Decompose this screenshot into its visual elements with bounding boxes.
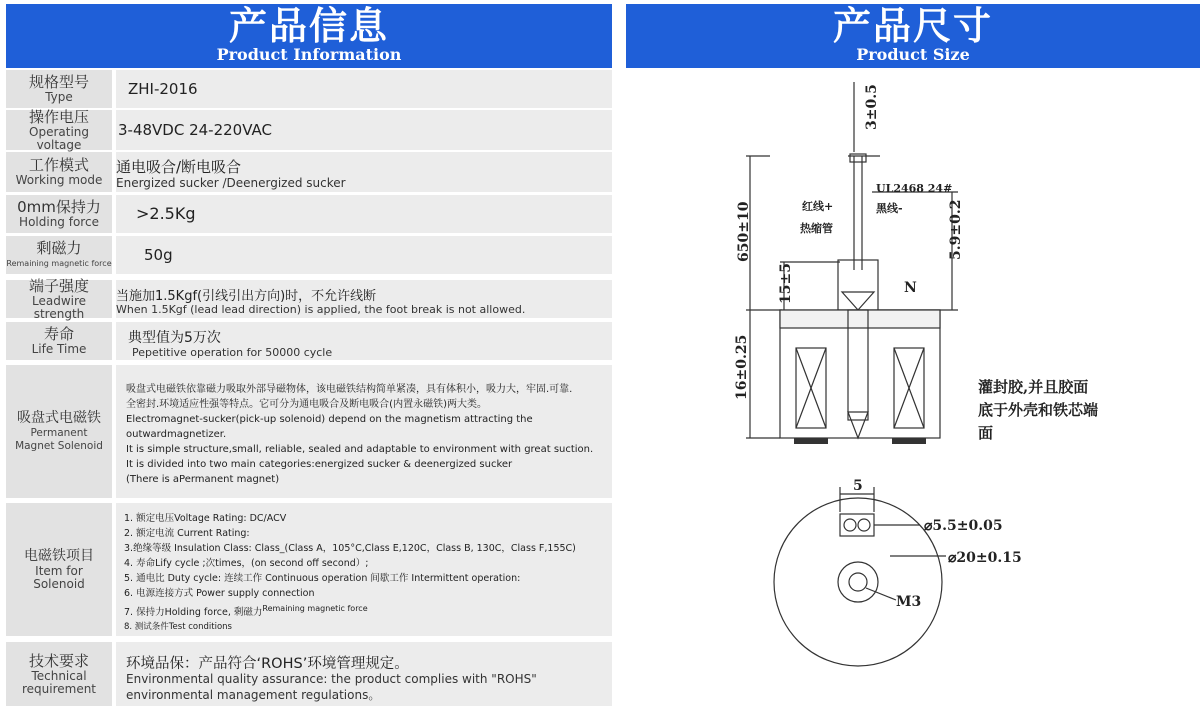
dim-59: 5.9±0.2: [948, 199, 964, 260]
label-en: Life Time: [31, 342, 87, 356]
mode-value-en: Energized sucker /Deenergized sucker: [116, 176, 346, 190]
row-value: [116, 195, 612, 233]
item-line: 1. 额定电压Voltage Rating: DC/ACV: [124, 513, 287, 524]
drawing-svg: [690, 82, 1116, 676]
dimension-drawing: [690, 82, 1116, 676]
row-label: [6, 276, 112, 321]
item-line: 4. 寿命Lify cycle ;次times，(on second off second）;: [124, 558, 369, 569]
dim-5: 5: [853, 478, 863, 494]
row-label: [6, 107, 112, 152]
label-zh: 端子强度: [28, 276, 89, 295]
lead-value-zh: 当施加1.5Kgf(引线引出方向)时，不允许线断: [116, 289, 377, 304]
mode-value-zh: 通电吸合/断电吸合: [116, 158, 242, 176]
label-zh: 工作模式: [28, 156, 89, 174]
row-label: [6, 195, 112, 233]
label-en: Working mode: [15, 173, 103, 187]
label-zh: 电磁铁项目: [24, 548, 94, 564]
row-value: [116, 70, 612, 108]
label-en: Remaining magnetic force: [6, 259, 112, 268]
item-line: 5. 通电比 Duty cycle: 连续工作 Continuous operation 间歇工作 Intermittent operation:: [124, 573, 521, 584]
heat-shrink-label: 热缩管: [800, 222, 833, 235]
label-n: N: [904, 280, 917, 296]
label-zh: 技术要求: [28, 651, 89, 670]
dim-15: 15±5: [778, 263, 794, 304]
row-value: [116, 280, 612, 318]
row-value: [116, 236, 612, 274]
label-zh: 规格型号: [28, 73, 89, 91]
row-value: [116, 152, 612, 192]
life-value-zh: 典型值为5万次: [128, 330, 221, 346]
row-value: [116, 642, 612, 706]
label-en: Permanent Magnet Solenoid: [15, 427, 103, 452]
row-solenoid-items: [6, 503, 612, 636]
item-superscript: Remaining magnetic force: [262, 604, 368, 613]
holding-value: >2.5Kg: [136, 204, 196, 223]
type-value: ZHI-2016: [128, 80, 198, 98]
description-block: [126, 382, 612, 487]
items-block: [124, 511, 576, 635]
row-label: [6, 152, 112, 192]
description-line: 吸盘式电磁铁依靠磁力吸取外部导磁物体，该电磁铁结构简单紧凑，具有体积小，吸力大，牢固.可靠.: [126, 384, 573, 395]
item-line: 2. 额定电流 Current Rating:: [124, 528, 250, 539]
thread-label: M3: [896, 594, 922, 610]
row-value: [116, 110, 612, 150]
life-value-en: Pepetitive operation for 50000 cycle: [132, 346, 333, 359]
row-permanent-magnet: [6, 365, 612, 498]
potting-note-2: 底于外壳和铁芯端: [978, 401, 1099, 419]
row-voltage: [6, 107, 612, 152]
row-leadwire-strength: [6, 276, 612, 321]
label-en: Item for Solenoid: [33, 564, 85, 591]
dim-top: 3±0.5: [864, 84, 880, 130]
label-zh: 寿命: [43, 325, 74, 343]
dia-55: ⌀5.5±0.05: [924, 518, 1003, 534]
row-label: [6, 642, 112, 706]
item-line: 8. 测试条件Test conditions: [124, 622, 232, 633]
row-value: [116, 322, 612, 360]
header-title-en: Product Information: [216, 45, 402, 64]
red-wire-label: 红线+: [802, 200, 834, 213]
row-life-time: [6, 322, 612, 360]
label-zh: 剩磁力: [36, 239, 82, 257]
tech-value-zh: 环境品保：产品符合‘ROHS’环境管理规定。: [126, 656, 409, 672]
description-line: (There is aPermanent magnet): [126, 474, 280, 485]
description-line: 全密封.环境适应性强等特点。它可分为通电吸合及断电吸合(内置永磁铁)两大类。: [126, 399, 487, 410]
label-en: Technical requirement: [21, 668, 97, 696]
product-info-header: [6, 4, 612, 68]
row-type: [6, 70, 612, 108]
dim-650: 650±10: [736, 201, 752, 262]
row-remaining-force: [6, 236, 612, 274]
label-zh: 0mm保持力: [17, 198, 101, 216]
header-title-zh: 产品尺寸: [832, 4, 993, 48]
row-working-mode: [6, 152, 612, 192]
potting-note-1: 灌封胶,并且胶面: [978, 378, 1089, 396]
item-line: 3.绝缘等级 Insulation Class: Class_(Class A，105°C,Class E,120C，Class B, 130C，Class F,155C): [124, 543, 576, 554]
wire-spec: UL2468 24#: [876, 182, 953, 195]
row-holding-force: [6, 195, 612, 233]
tech-value-en: Environmental quality assurance: the product complies with "ROHS": [126, 672, 537, 686]
black-wire-label: 黑线-: [876, 202, 903, 215]
potting-note-3: 面: [978, 424, 994, 442]
label-en: Type: [45, 90, 73, 104]
item-line: 6. 电源连接方式 Power supply connection: [124, 588, 315, 599]
label-en: Leadwire strength: [31, 293, 87, 321]
header-title-en: Product Size: [856, 45, 970, 64]
row-technical-requirement: [6, 642, 612, 706]
voltage-value: 3-48VDC 24-220VAC: [118, 121, 272, 139]
row-value: [116, 365, 612, 498]
label-en: Operating voltage: [29, 124, 89, 152]
label-zh: 吸盘式电磁铁: [17, 410, 101, 426]
description-line: It is divided into two main categories:energized sucker & deenergized sucker: [126, 459, 513, 470]
description-line: It is simple structure,small, reliable, sealed and adaptable to environment with great suction.: [126, 444, 594, 455]
row-value: [116, 503, 612, 636]
row-label: [6, 365, 112, 498]
remaining-value: 50g: [144, 246, 173, 264]
lead-value-en: When 1.5Kgf (lead lead direction) is applied, the foot break is not allowed.: [116, 303, 526, 316]
dia-20: ⌀20±0.15: [948, 550, 1022, 566]
row-label: [6, 236, 112, 274]
row-label: [6, 503, 112, 636]
header-title-zh: 产品信息: [228, 4, 389, 48]
label-zh: 操作电压: [28, 107, 89, 126]
tech-value-en: environmental management regulations。: [126, 688, 381, 702]
item-text: 7. 保持力Holding force, 剩磁力: [124, 607, 263, 619]
row-label: [6, 322, 112, 360]
row-label: [6, 70, 112, 108]
item-line: [124, 601, 576, 620]
product-size-header: [626, 4, 1200, 68]
dim-16: 16±0.25: [734, 334, 750, 400]
description-line: Electromagnet-sucker(pick-up solenoid) depend on the magnetism attracting the outwardmagnetizer.: [126, 414, 533, 440]
label-en: Holding force: [19, 215, 99, 229]
